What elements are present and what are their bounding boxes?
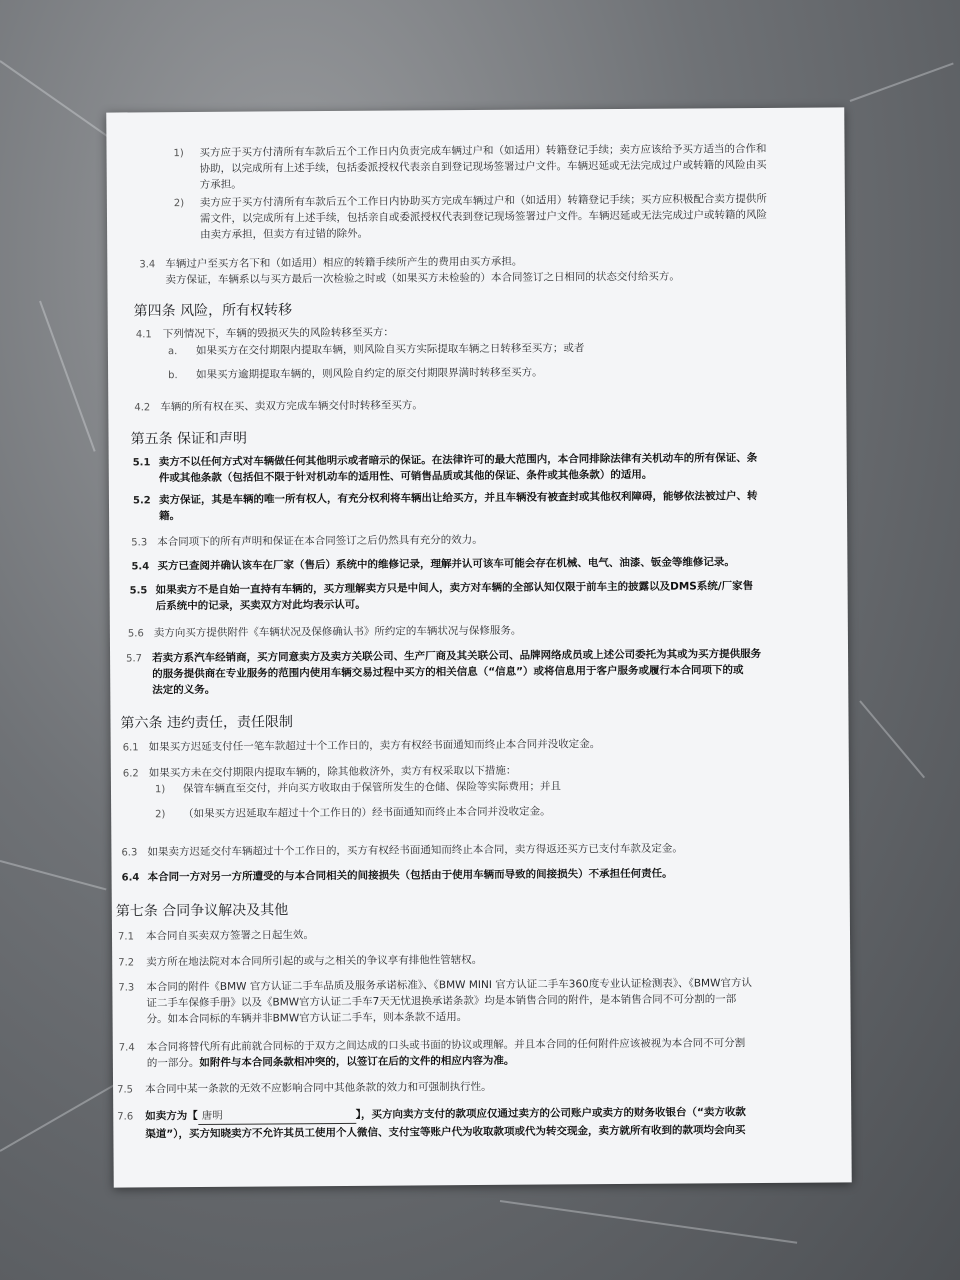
clause-7-4-text: 的一部分。 bbox=[146, 1056, 200, 1070]
clause-5-7-line-2: 的服务提供商在专业服务的范围内使用车辆交易过程中买方的相关信息（“信息”）或将信息用于客户服务或履行本合同项下的或 bbox=[152, 664, 744, 681]
clause-7-5: 本合同中某一条款的无效不应影响合同中其他条款的效力和可强制执行性。 bbox=[145, 1080, 492, 1096]
item-number: 1) bbox=[173, 148, 184, 160]
clause-6-2-2: （如果买方迟延取车超过十个工作日的）经书面通知而终止本合同并没收定金。 bbox=[183, 805, 551, 821]
clause-5-4: 买方已查阅并确认该车在厂家（售后）系统中的维修记录，理解并认可该车可能会存在机械、电气、油漆、钣金等维修记录。 bbox=[157, 556, 735, 573]
clause-7-3-line-3: 分。如本合同标的车辆并非BMW官方认证二手车，则本条款不适用。 bbox=[146, 1011, 468, 1026]
clause-3-item-2-line-3: 由卖方承担，但卖方有过错的除外。 bbox=[200, 227, 369, 241]
seller-name-field: 唐明 bbox=[198, 1108, 356, 1125]
item-letter: a. bbox=[167, 346, 178, 358]
clause-7-6-line-2: 渠道”），买方知晓卖方不允许其员工使用个人微信、支付宝等账户代为收取款项或代为转交现金，卖方就所有收到的款项均会向买 bbox=[145, 1124, 746, 1141]
clause-number: 5.7 bbox=[126, 653, 143, 665]
clause-6-4: 本合同一方对另一方所遭受的与本合同相关的间接损失（包括由于使用车辆而导致的间接损失）不承担任何责任。 bbox=[147, 867, 673, 884]
contract-page bbox=[106, 107, 851, 1187]
clause-number: 5.5 bbox=[129, 585, 148, 597]
clause-6-3: 如果卖方迟延交付车辆超过十个工作日的，买方有权经书面通知而终止本合同，卖方得返还买方已支付车款及定金。 bbox=[147, 842, 683, 859]
clause-number: 6.4 bbox=[121, 872, 140, 884]
clause-number: 6.3 bbox=[121, 847, 138, 859]
clause-number: 4.2 bbox=[134, 402, 151, 414]
clause-7-6-prefix: 如卖方为【 bbox=[145, 1109, 198, 1123]
clause-4-1: 下列情况下，车辆的毁损灭失的风险转移至买方： bbox=[162, 326, 394, 341]
clause-6-1: 如果买方迟延支付任一笔车款超过十个工作日的，卖方有权经书面通知而终止本合同并没收定金。 bbox=[148, 738, 601, 754]
item-number: 2) bbox=[173, 198, 185, 210]
item-letter: b. bbox=[168, 370, 178, 382]
clause-number: 7.5 bbox=[117, 1084, 134, 1096]
clause-number: 5.6 bbox=[127, 628, 144, 640]
clause-number: 7.1 bbox=[117, 931, 134, 943]
clause-5-7-line-1: 若卖方系汽车经销商，买方同意卖方及卖方关联公司、生产厂商及其关联公司、品牌网络成员或上述公司委托为其或为买方提供服务 bbox=[152, 648, 762, 665]
clause-7-3-line-1: 本合同的附件《BMW 官方认证二手车品质及服务承诺标准》、《BMW MINI 官方认证二手车360度专业认证检测表》、《BMW官方认 bbox=[146, 977, 752, 994]
clause-7-3-line-2: 证二手车保修手册》以及《BMW官方认证二手车7天无忧退换承诺条款》均是本销售合同的附件，是本销售合同不可分割的一部 bbox=[146, 993, 737, 1010]
clause-number: 6.2 bbox=[122, 768, 139, 780]
clause-5-5-line-2: 后系统中的记录，买卖双方对此均表示认可。 bbox=[155, 598, 366, 613]
clause-3-item-1-line-3: 方承担。 bbox=[199, 178, 242, 191]
clause-7-2: 卖方所在地法院对本合同所引起的或与之相关的争议享有排他性管辖权。 bbox=[146, 953, 483, 969]
clause-7-4-line-1: 本合同将替代所有此前就合同标的于双方之间达成的口头或书面的协议或理解。并且本合同的任何附件应该被视为本合同不可分割 bbox=[146, 1037, 746, 1054]
clause-7-6-suffix: 】，买方向卖方支付的款项应仅通过卖方的公司账户或卖方的财务收银台（“卖方收款 bbox=[355, 1106, 746, 1121]
clause-5-2-line-1: 卖方保证，其是车辆的唯一所有权人，有充分权利将车辆出让给买方，并且车辆没有被查封或其他权利障碍，能够依法被过户、转 bbox=[158, 490, 758, 507]
clause-number: 7.6 bbox=[117, 1111, 134, 1123]
clause-5-2-line-2: 籍。 bbox=[159, 510, 181, 523]
article-7-heading: 第七条 合同争议解决及其他 bbox=[115, 902, 289, 920]
clause-5-7-line-3: 法定的义务。 bbox=[152, 683, 216, 697]
clause-3-item-2-line-1: 卖方应于买方付清所有车款后五个工作日内协助买方完成车辆过户和（如适用）转籍登记手续；买方应积极配合卖方提供所 bbox=[199, 192, 767, 209]
item-number: 1) bbox=[154, 784, 166, 796]
clause-number: 7.3 bbox=[118, 982, 135, 994]
clause-5-5-line-1: 如果卖方不是自始一直持有车辆的，买方理解卖方只是中间人，卖方对车辆的全部认知仅限于前车主的披露以及DMS系统/厂家售 bbox=[155, 580, 754, 597]
clause-4-2: 车辆的所有权在买、卖双方完成车辆交付时转移至买方。 bbox=[160, 399, 423, 414]
clause-4-1-b: 如果买方逾期提取车辆的，则风险自约定的原交付期限界满时转移至买方。 bbox=[196, 366, 543, 381]
clause-number: 5.2 bbox=[132, 495, 151, 507]
article-5-heading: 第五条 保证和声明 bbox=[130, 430, 248, 448]
clause-number: 4.1 bbox=[135, 329, 152, 341]
clause-4-1-a: 如果买方在交付期限内提取车辆，则风险自买方实际提取车辆之日转移至买方；或者 bbox=[195, 342, 585, 357]
clause-3-item-1-line-2: 协助，以完成所有上述手续，包括委派授权代表亲自到登记现场签署过户文件。车辆迟延或无法完成过户或转籍的风险由买 bbox=[199, 158, 767, 175]
clause-7-6-line-1 bbox=[145, 1105, 746, 1125]
clause-7-4-bold: 如附件与本合同条款相冲突的，以签订在后的文件的相应内容为准。 bbox=[199, 1054, 515, 1069]
clause-number: 6.1 bbox=[122, 742, 139, 754]
clause-5-1-line-2: 件或其他条款（包括但不限于针对机动车的适用性、可销售品质或其他的保证、条件或其他条款）的适用。 bbox=[158, 468, 653, 485]
clause-3-4-line-1: 车辆过户至买方名下和（如适用）相应的转籍手续所产生的费用由买方承担。 bbox=[165, 255, 523, 271]
clause-number: 7.2 bbox=[118, 957, 135, 969]
clause-7-1: 本合同自买卖双方签署之日起生效。 bbox=[145, 929, 315, 943]
clause-number: 5.4 bbox=[131, 561, 150, 573]
clause-7-4-line-2 bbox=[147, 1054, 515, 1072]
item-number: 2) bbox=[155, 809, 166, 821]
clause-3-item-2-line-2: 需文件，以完成所有上述手续，包括亲自或委派授权代表到登记现场签署过户文件。车辆迟延或无法完成过户或转籍的风险 bbox=[199, 208, 768, 225]
clause-number: 5.3 bbox=[131, 537, 148, 549]
clause-number: 7.4 bbox=[118, 1042, 135, 1054]
clause-number: 5.1 bbox=[132, 457, 151, 469]
clause-3-item-1-line-1: 买方应于买方付清所有车款后五个工作日内负责完成车辆过户和（如适用）转籍登记手续；卖方应该给予买方适当的合作和 bbox=[199, 142, 767, 159]
clause-5-1-line-1: 卖方不以任何方式对车辆做任何其他明示或者暗示的保证。在法律许可的最大范围内，本合同排除法律有关机动车的所有保证、条 bbox=[158, 452, 758, 469]
clause-3-4-line-2: 卖方保证，车辆系以与买方最后一次检验之时或（如果买方未检验的）本合同签订之日相同的状态交付给买方。 bbox=[165, 270, 680, 287]
clause-5-6: 卖方向买方提供附件《车辆状况及保修确认书》所约定的车辆状况与保修服务。 bbox=[153, 624, 522, 640]
clause-6-2: 如果买方未在交付期限内提取车辆的，除其他救济外，卖方有权采取以下措施： bbox=[148, 764, 517, 780]
article-4-heading: 第四条 风险，所有权转移 bbox=[133, 302, 293, 320]
clause-number: 3.4 bbox=[139, 259, 156, 271]
article-6-heading: 第六条 违约责任，责任限制 bbox=[120, 714, 294, 732]
clause-5-3: 本合同项下的所有声明和保证在本合同签订之后仍然具有充分的效力。 bbox=[157, 533, 483, 549]
clause-6-2-1: 保管车辆直至交付，并向买方收取由于保管所发生的仓储、保险等实际费用；并且 bbox=[182, 780, 562, 796]
